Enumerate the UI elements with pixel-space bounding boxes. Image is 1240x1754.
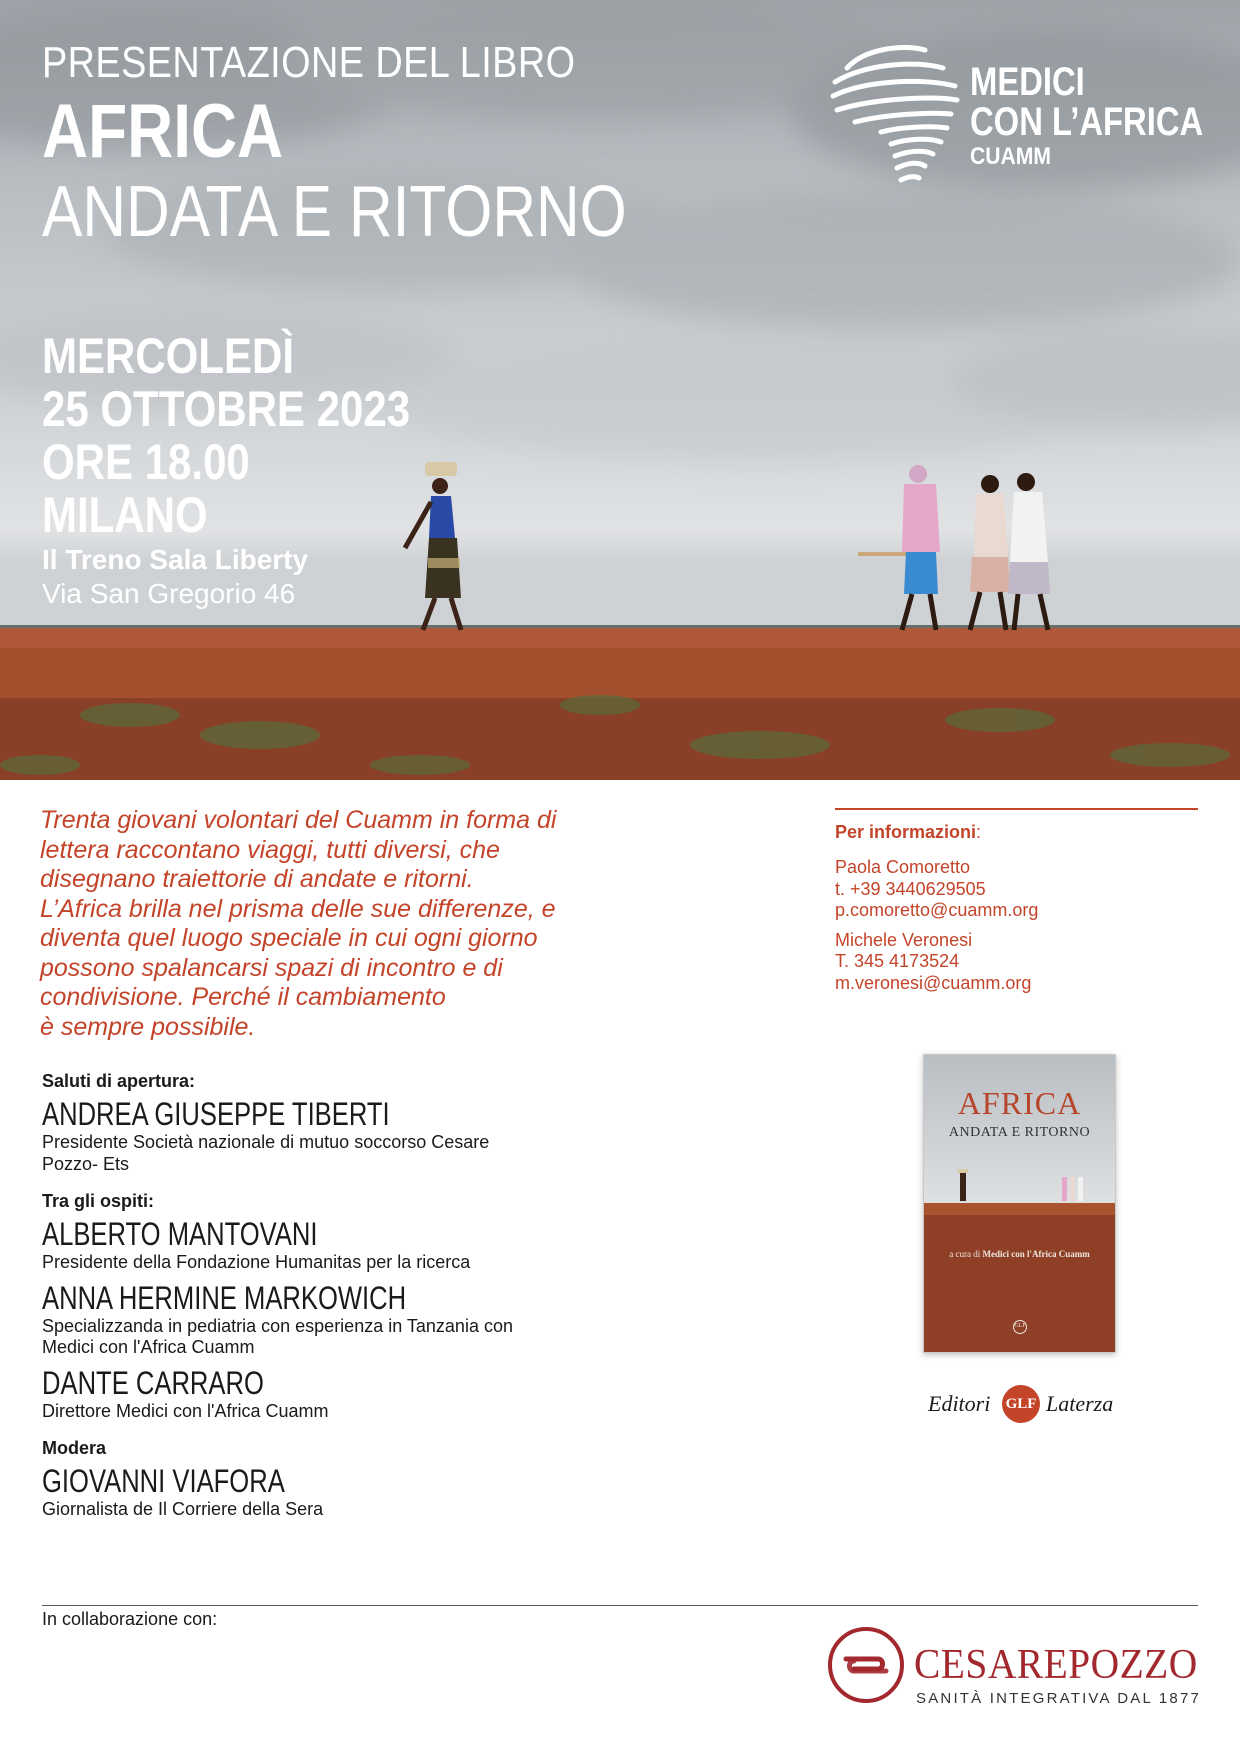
guests-label: Tra gli ospiti: <box>42 1191 155 1211</box>
contact-name: Paola Comoretto <box>835 857 971 877</box>
event-city: MILANO <box>42 487 208 543</box>
red-earth-ground-image <box>0 625 1240 780</box>
contact-phone[interactable]: T. 345 4173524 <box>835 951 960 971</box>
speaker-role: Medici con l'Africa Cuamm <box>42 1337 255 1357</box>
speaker <box>42 1280 642 1359</box>
group-of-walking-women-figure <box>858 462 1068 634</box>
partner-name: CESAREPOZZO <box>914 1642 1198 1688</box>
book-subtitle: ANDATA E RITORNO <box>42 172 627 252</box>
speaker-role: Pozzo- Ets <box>42 1153 130 1174</box>
book-cover-curator: a cura di Medici con l'Africa Cuamm <box>949 1249 1090 1259</box>
event-venue: Il Treno Sala Liberty <box>42 544 309 575</box>
description-line: L’Africa brilla nel prisma delle sue differenze, e <box>40 894 556 923</box>
description-line: condivisione. Perché il cambiamento <box>40 983 446 1011</box>
book-cover-title: AFRICA <box>957 1085 1082 1121</box>
book-description <box>40 806 620 1042</box>
contact-card <box>835 857 1198 922</box>
speaker-role: Direttore Medici con l'Africa Cuamm <box>42 1400 329 1421</box>
logo-line-3: CUAMM <box>970 143 1051 170</box>
speaker-name: DANTE CARRARO <box>42 1364 264 1401</box>
info-divider <box>835 808 1198 810</box>
event-day: MERCOLEDÌ <box>42 328 294 384</box>
description-line: possono spalancarsi spazi di incontro e di <box>40 953 503 982</box>
cesare-pozzo-logo-icon <box>826 1625 906 1705</box>
logo-line-1: MEDICI <box>970 60 1085 104</box>
speaker-name: ANNA HERMINE MARKOWICH <box>42 1279 407 1316</box>
description-line: diventa quel luogo speciale in cui ogni giorno <box>40 924 538 952</box>
publisher-left: Editori <box>928 1391 991 1416</box>
speaker-name: ANDREA GIUSEPPE TIBERTI <box>42 1096 390 1132</box>
contact-email[interactable]: m.veronesi@cuamm.org <box>835 972 1032 993</box>
contact-name: Michele Veronesi <box>835 929 973 950</box>
event-title-block <box>42 38 738 252</box>
event-details <box>42 330 480 610</box>
speaker-name: GIOVANNI VIAFORA <box>42 1463 285 1499</box>
moderator-label: Modera <box>42 1438 107 1458</box>
description-line: disegnano traiettorie di andate e ritorni. <box>40 865 474 893</box>
logo-line-2: CON L’AFRICA <box>970 100 1204 144</box>
description-line: è sempre possibile. <box>40 1012 256 1041</box>
speaker-role: Presidente della Fondazione Humanitas per la ricerca <box>42 1252 471 1272</box>
event-address: Via San Gregorio 46 <box>42 578 296 609</box>
book-publisher-mark: GLF <box>1013 1320 1027 1334</box>
publisher-mark-icon: GLF <box>1002 1385 1040 1423</box>
contact-email[interactable]: p.comoretto@cuamm.org <box>835 900 1039 920</box>
footer-divider <box>42 1605 1198 1606</box>
speaker <box>42 1463 642 1521</box>
publisher-right: Laterza <box>1046 1391 1114 1416</box>
description-line: Trenta giovani volontari del Cuamm in forma di <box>40 806 557 834</box>
contact-phone[interactable]: t. +39 3440629505 <box>835 878 986 899</box>
event-time: ORE 18.00 <box>42 434 250 490</box>
speaker-role: Giornalista de Il Corriere della Sera <box>42 1499 324 1519</box>
book-title: AFRICA <box>42 89 284 174</box>
description-line: lettera raccontano viaggi, tutti diversi, che <box>40 835 500 864</box>
speaker-role: Presidente Società nazionale di mutuo soccorso Cesare <box>42 1132 490 1152</box>
speaker <box>42 1096 642 1175</box>
speaker-role: Specializzanda in pediatria con esperienza in Tanzania con <box>42 1315 513 1336</box>
partner-tagline: SANITÀ INTEGRATIVA DAL 1877 <box>916 1690 1202 1707</box>
program <box>42 1071 642 1521</box>
opening-label: Saluti di apertura: <box>42 1071 196 1091</box>
pre-title: PRESENTAZIONE DEL LIBRO <box>42 38 576 87</box>
publisher-logo <box>928 1385 1128 1425</box>
speaker <box>42 1365 642 1423</box>
speaker <box>42 1216 642 1274</box>
book-cover-subtitle: ANDATA E RITORNO <box>948 1125 1091 1140</box>
info-panel <box>835 808 1198 994</box>
collaboration-label: In collaborazione con: <box>42 1609 218 1629</box>
info-heading: Per informazioni: <box>835 822 982 842</box>
book-cover-image <box>923 1054 1116 1353</box>
organizer-logo <box>970 62 1240 170</box>
speaker-name: ALBERTO MANTOVANI <box>42 1216 318 1252</box>
contact-card <box>835 930 1198 995</box>
hero-photo <box>0 0 1240 780</box>
event-date: 25 OTTOBRE 2023 <box>42 381 411 437</box>
